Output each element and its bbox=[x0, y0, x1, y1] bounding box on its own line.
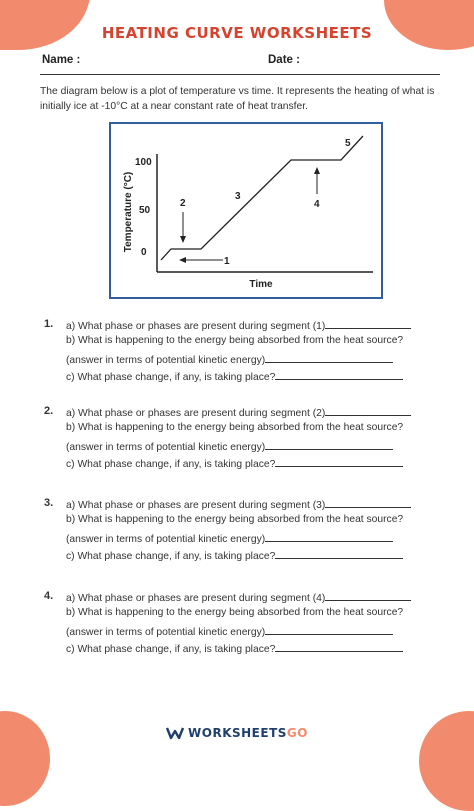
answer-blank[interactable] bbox=[325, 497, 411, 508]
brand-name bbox=[188, 726, 308, 740]
question-part-a bbox=[66, 318, 411, 332]
question-text: b) What is happening to the energy being absorbed from the heat source? bbox=[66, 607, 404, 618]
heating-curve-diagram bbox=[109, 122, 383, 299]
question-part-b2 bbox=[66, 352, 393, 366]
question-text: b) What is happening to the energy being absorbed from the heat source? bbox=[66, 422, 404, 433]
page-title: HEATING CURVE WORKSHEETS bbox=[101, 24, 373, 42]
question-part-a bbox=[66, 590, 411, 604]
question-part-b bbox=[66, 514, 403, 525]
segment-label-1: 1 bbox=[224, 256, 230, 267]
question-number: 1. bbox=[44, 318, 54, 330]
segment-label-2: 2 bbox=[180, 198, 186, 209]
y-tick-100: 100 bbox=[135, 157, 152, 168]
segment-label-3: 3 bbox=[235, 191, 241, 202]
brand-main-text: WORKSHEETS bbox=[188, 725, 287, 740]
answer-blank[interactable] bbox=[325, 405, 411, 416]
question-part-a bbox=[66, 497, 411, 511]
answer-blank[interactable] bbox=[265, 531, 393, 542]
answer-blank[interactable] bbox=[275, 456, 403, 467]
question-text: (answer in terms of potential kinetic energy) bbox=[66, 627, 266, 638]
question-text: (answer in terms of potential kinetic energy) bbox=[66, 355, 266, 366]
question-text: c) What phase change, if any, is taking place? bbox=[66, 459, 276, 470]
question-part-b bbox=[66, 335, 403, 346]
question-text: a) What phase or phases are present during segment (1) bbox=[66, 321, 326, 332]
y-tick-0: 0 bbox=[141, 247, 147, 258]
answer-blank[interactable] bbox=[325, 318, 411, 329]
question-text: b) What is happening to the energy being absorbed from the heat source? bbox=[66, 514, 404, 525]
question-text: (answer in terms of potential kinetic energy) bbox=[66, 534, 266, 545]
segment-label-4: 4 bbox=[314, 199, 320, 210]
answer-blank[interactable] bbox=[265, 624, 393, 635]
answer-blank[interactable] bbox=[275, 369, 403, 380]
y-tick-50: 50 bbox=[139, 205, 151, 216]
question-text: a) What phase or phases are present during segment (3) bbox=[66, 500, 326, 511]
footer-brand bbox=[0, 724, 474, 742]
heating-curve-svg bbox=[111, 124, 381, 297]
y-axis-label: Temperature (°C) bbox=[123, 171, 134, 253]
x-axis-label: Time bbox=[249, 279, 273, 290]
question-text: a) What phase or phases are present during segment (4) bbox=[66, 593, 326, 604]
question-text: b) What is happening to the energy being absorbed from the heat source? bbox=[66, 335, 404, 346]
name-date-row bbox=[40, 54, 440, 72]
segment-label-5: 5 bbox=[345, 138, 351, 149]
answer-blank[interactable] bbox=[275, 548, 403, 559]
question-text: a) What phase or phases are present during segment (2) bbox=[66, 408, 326, 419]
brand-accent-text: GO bbox=[286, 725, 308, 740]
question-number: 3. bbox=[44, 497, 54, 509]
question-text: c) What phase change, if any, is taking place? bbox=[66, 644, 276, 655]
question-part-b2 bbox=[66, 531, 393, 545]
answer-blank[interactable] bbox=[265, 439, 393, 450]
question-text: c) What phase change, if any, is taking place? bbox=[66, 372, 276, 383]
date-label: Date : bbox=[268, 54, 300, 66]
segment-4-arrowhead bbox=[314, 167, 320, 174]
segment-1-arrowhead bbox=[179, 257, 186, 263]
question-part-a bbox=[66, 405, 411, 419]
heating-curve-line bbox=[161, 136, 363, 260]
name-date-underline[interactable] bbox=[40, 74, 440, 75]
segment-2-arrowhead bbox=[180, 236, 186, 243]
question-part-b2 bbox=[66, 439, 393, 453]
question-part-c bbox=[66, 641, 403, 655]
answer-blank[interactable] bbox=[325, 590, 411, 601]
question-part-b bbox=[66, 422, 403, 433]
question-text: (answer in terms of potential kinetic energy) bbox=[66, 442, 266, 453]
question-part-b bbox=[66, 607, 403, 618]
question-number: 4. bbox=[44, 590, 54, 602]
question-part-c bbox=[66, 456, 403, 470]
question-part-b2 bbox=[66, 624, 393, 638]
question-number: 2. bbox=[44, 405, 54, 417]
answer-blank[interactable] bbox=[265, 352, 393, 363]
question-text: c) What phase change, if any, is taking place? bbox=[66, 551, 276, 562]
intro-paragraph: The diagram below is a plot of temperature vs time. It represents the heating of what is initially ice at -10°C at a near constant rate of heat transfer. bbox=[40, 86, 435, 112]
answer-blank[interactable] bbox=[275, 641, 403, 652]
question-part-c bbox=[66, 548, 403, 562]
worksheetsgo-logo-icon bbox=[166, 726, 184, 740]
question-part-c bbox=[66, 369, 403, 383]
name-label: Name : bbox=[42, 54, 81, 66]
